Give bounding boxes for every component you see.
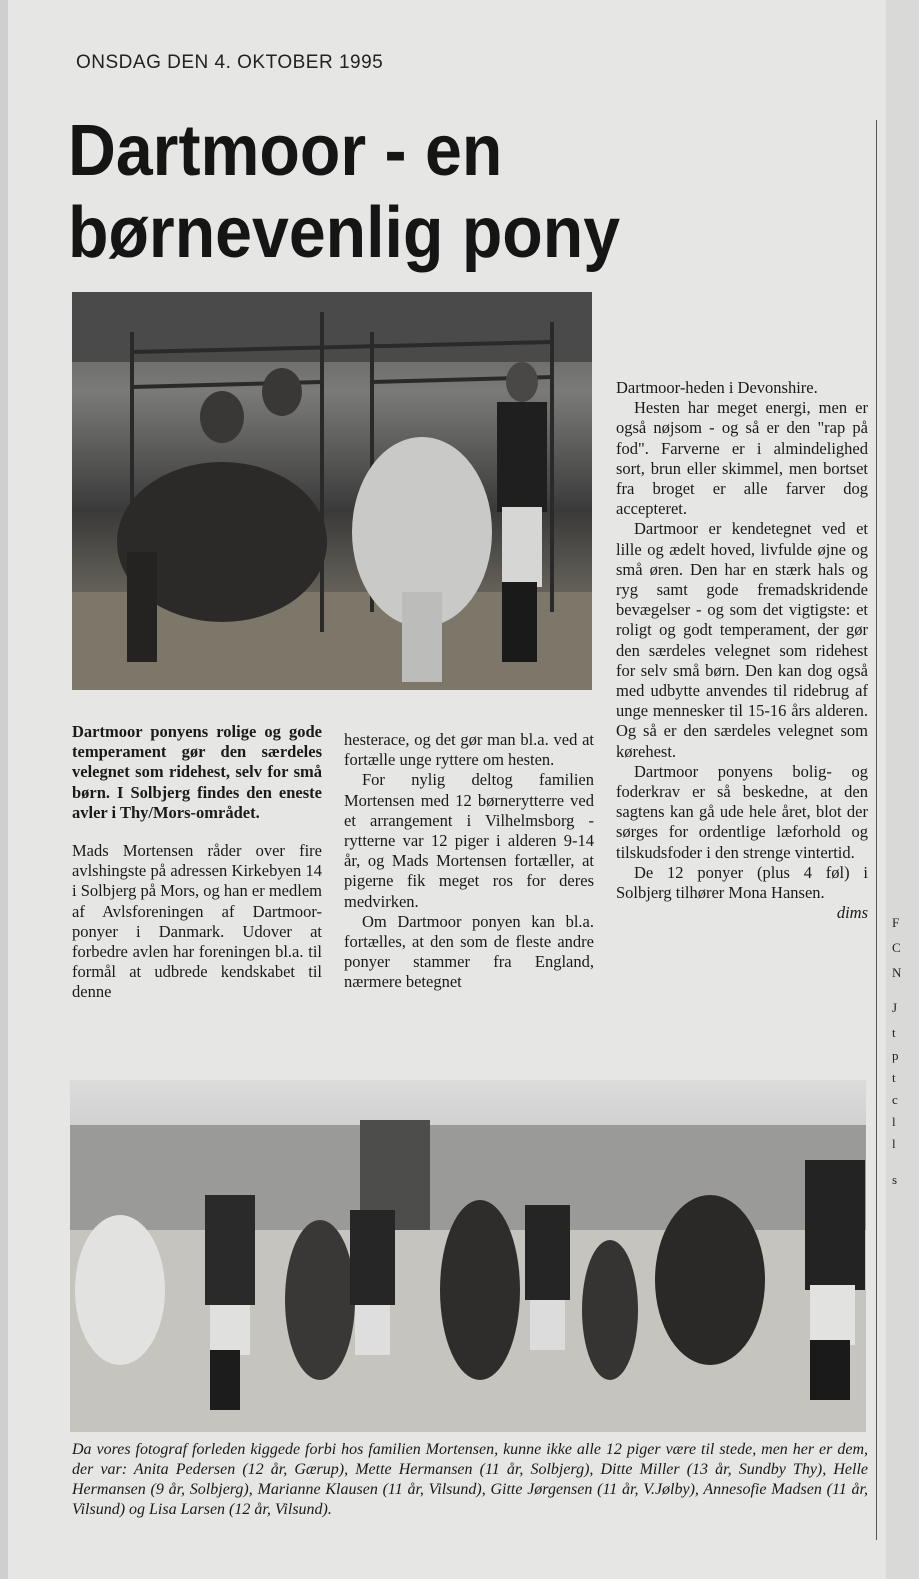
edge-letter: F <box>892 915 900 930</box>
stable-photo-image <box>72 292 592 690</box>
article-column-2 <box>344 730 594 993</box>
edge-letter: N <box>892 965 902 980</box>
edge-letter: l <box>892 1136 896 1151</box>
body-paragraph: Hesten har meget energi, men er også nøjsom - og så er den "rap på fod". Farverne er i almindelighed sort, brun eller skimmel, men bortset fra broget er alle farver dog accepteret. <box>616 398 868 519</box>
article-column-3 <box>616 378 868 923</box>
article-column-1 <box>72 722 322 1003</box>
dateline: ONSDAG DEN 4. OKTOBER 1995 <box>76 52 384 73</box>
headline-line-2: børnevenlig pony <box>68 193 621 273</box>
edge-letter: C <box>892 940 901 955</box>
edge-letter: c <box>892 1092 898 1107</box>
body-paragraph: Om Dartmoor ponyen kan bl.a. fortælles, at den som de fleste andre ponyer stammer fra England, nærmere betegnet <box>344 911 594 992</box>
group-photo-image <box>70 1080 866 1432</box>
body-paragraph: Dartmoor ponyens bolig- og foderkrav er så beskedne, at den sagtens kan gå ude hele året, blot der sørges for ordentlige læforhold og tilskudsfoder i den strenge vintertid. <box>616 761 868 862</box>
edge-letter: J <box>892 1000 898 1015</box>
body-paragraph: Dartmoor-heden i Devonshire. <box>616 378 818 397</box>
column-rule <box>876 120 877 1540</box>
stable-photo <box>72 292 592 690</box>
edge-letter: p <box>892 1048 899 1063</box>
edge-letter: t <box>892 1070 896 1085</box>
adjacent-column-strip <box>886 0 919 1579</box>
body-paragraph: For nylig deltog familien Mortensen med 12 børnerytterre ved et arrangement i Vilhelmsborg - rytterne var 12 piger i alderen 9-14 år, og Mads Mortensen fortæller, at pigerne fik meget ros for deres medvirken. <box>344 770 594 911</box>
edge-letter: t <box>892 1025 896 1040</box>
lead-paragraph: Dartmoor ponyens rolige og gode temperament gør den særdeles velegnet som ridehest, selv for små børn. I Solbjerg findes den eneste avler i Thy/Mors-området. <box>72 722 322 822</box>
headline-line-1: Dartmoor - en <box>68 111 503 191</box>
group-photo <box>70 1080 866 1432</box>
body-paragraph: De 12 ponyer (plus 4 føl) i Solbjerg tilhører Mona Hansen. <box>616 862 868 903</box>
author-signature: dims <box>836 903 868 923</box>
body-paragraph: hesterace, og det gør man bl.a. ved at fortælle unge ryttere om hesten. <box>344 730 594 770</box>
headline <box>68 110 657 274</box>
edge-letter: s <box>892 1172 898 1187</box>
body-paragraph: Mads Mortensen råder over fire avlshingste på adressen Kirkebyen 14 i Solbjerg på Mors, og han er medlem af Avlsforeningen af Dartmoor-ponyer i Danmark. Udover at forbedre avlen har foreningen bl.a. til formål at udbrede kendskabet til denne <box>72 841 322 1002</box>
edge-letter: l <box>892 1114 896 1129</box>
body-paragraph: Dartmoor er kendetegnet ved et lille og ædelt hoved, livfulde øjne og små øren. Den har en stærk hals og ryg samt gode fremadskridende bevægelser - og som det vigtigste: et roligt og godt temperament, der gør den særdeles velegnet som ridehest for selv små børn. Den kan dog også med udbytte anvendes til ridebrug af unge mennesker til 15-16 års alderen. Og så er den særdeles velegnet som kørehest. <box>616 519 868 761</box>
photo-caption: Da vores fotograf forleden kiggede forbi hos familien Mortensen, kunne ikke alle 12 piger være til stede, men her er dem, der var: Anita Pedersen (12 år, Gærup), Mette Hermansen (11 år, Solbjerg), Ditte Miller (13 år, Sundby Thy), Helle Hermansen (9 år, Solbjerg), Marianne Klausen (11 år, Vilsund), Gitte Jørgensen (11 år, V.Jølby), Annesofie Madsen (11 år, Vilsund) og Lisa Larsen (12 år, Vilsund). <box>72 1441 868 1518</box>
